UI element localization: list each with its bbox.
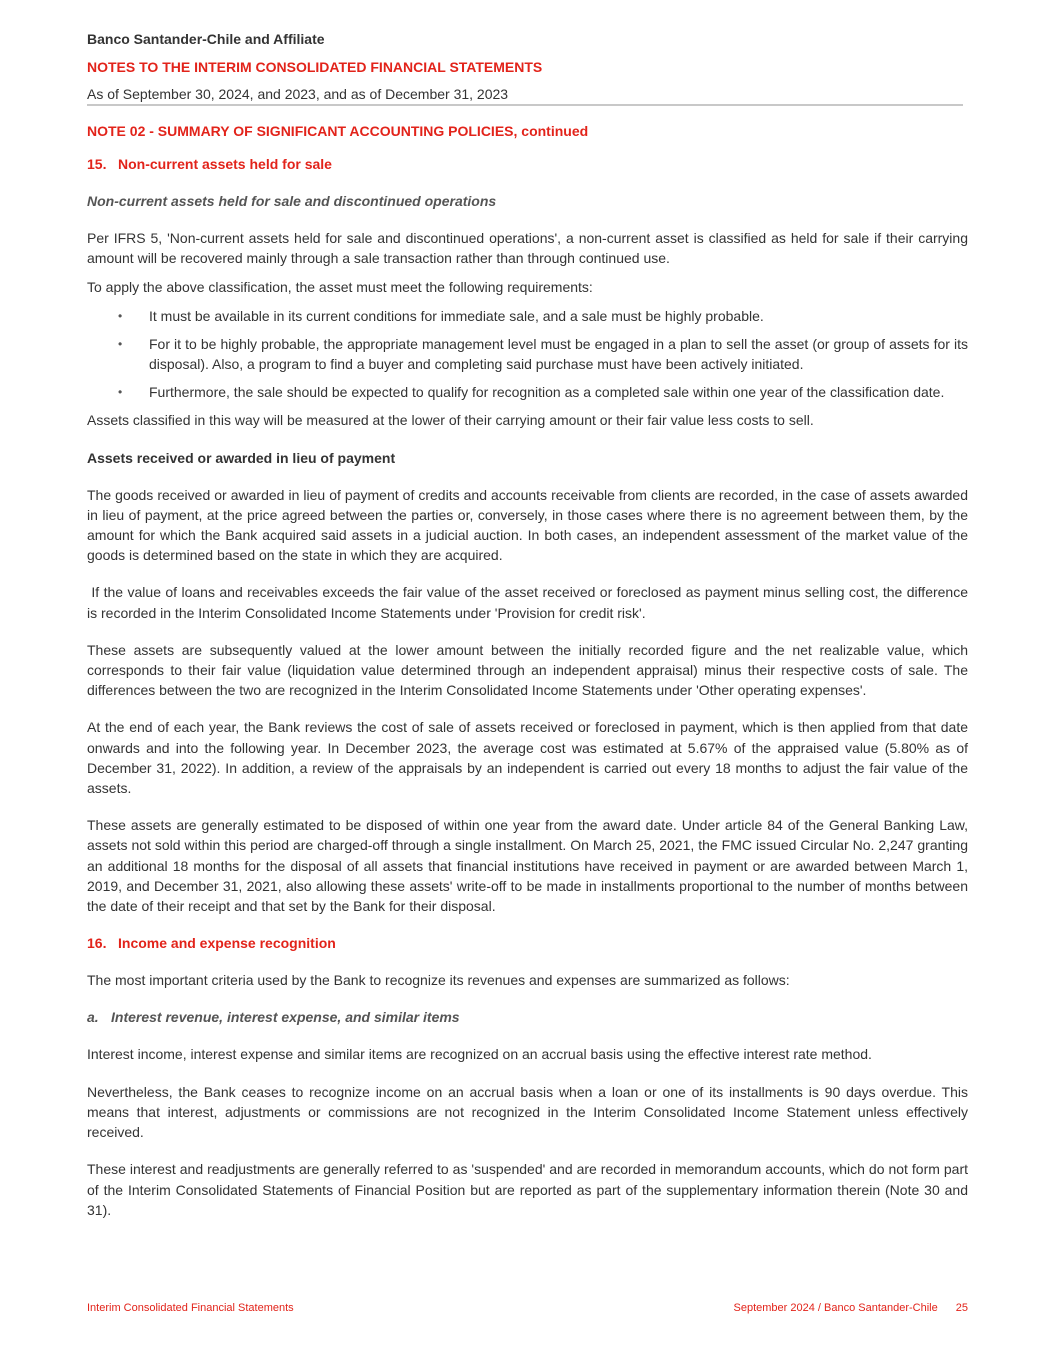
section-15-paragraph-4: The goods received or awarded in lieu of payment of credits and accounts receivable from clients are recorded, in the case of assets awarded in lieu of payment, at the price agreed between the parties or, conversely, in those cases where there is no agreement between them, by the amount for which the Bank acquired said assets in a judicial auction. In both cases, an independent assessment of the market value of the goods is determined based on the state in which they are acquired. <box>87 486 968 564</box>
section-15-paragraph-7: At the end of each year, the Bank reviews the cost of sale of assets received or foreclosed in payment, which is then applied from that date onwards and into the following year. In December 2023, the average cost was estimated at 5.67% of the appraised value (5.80% as of December 31, 2022). In addition, a review of the appraisals by an independent is carried out every 18 months to adjust the fair value of the assets. <box>87 719 968 797</box>
header-divider <box>87 104 963 106</box>
section-15-paragraph-5: If the value of loans and receivables exceeds the fair value of the asset received or foreclosed as payment minus selling cost, the difference is recorded in the Interim Consolidated Income Statements under 'Provision for credit risk'. <box>87 584 972 621</box>
bullet-icon: • <box>118 336 123 351</box>
list-item-text: It must be available in its current conditions for immediate sale, and a sale must be highly probable. <box>149 307 764 324</box>
section-16-paragraph-1: The most important criteria used by the Bank to recognize its revenues and expenses are summarized as follows: <box>87 972 790 989</box>
section-15-paragraph-2: To apply the above classification, the asset must meet the following requirements: <box>87 279 593 296</box>
page-number: 25 <box>955 1302 968 1314</box>
header-notes-title: NOTES TO THE INTERIM CONSOLIDATED FINANCIAL STATEMENTS <box>87 59 543 75</box>
requirements-list <box>87 306 968 403</box>
section-16-paragraph-2: Interest income, interest expense and similar items are recognized on an accrual basis using the effective interest rate method. <box>87 1046 872 1063</box>
section-15-paragraph-3: Assets classified in this way will be measured at the lower of their carrying amount or their fair value less costs to sell. <box>87 412 814 429</box>
list-item <box>87 306 968 326</box>
list-item <box>87 382 968 402</box>
section-16-paragraph-4: These interest and readjustments are generally referred to as 'suspended' and are recorded in memorandum accounts, which do not form part of the Interim Consolidated Statements of Financial Position but are reported as part of the supplementary information therein (Note 30 and 31). <box>87 1161 968 1218</box>
bullet-icon: • <box>118 308 123 323</box>
footer-right-text: September 2024 / Banco Santander-Chile <box>733 1302 938 1314</box>
content <box>87 121 972 1220</box>
list-item-text: Furthermore, the sale should be expected to qualify for recognition as a completed sale within one year of the classification date. <box>149 384 945 401</box>
sub-a-label: a. <box>87 1009 99 1026</box>
section-15-paragraph-1: Per IFRS 5, 'Non-current assets held for sale and discontinued operations', a non-current asset is classified as held for sale if their carrying amount will be recovered mainly through a sale transaction rather than through continued use. <box>87 230 968 267</box>
section-16-title <box>87 933 968 953</box>
section-15-number: 15. <box>87 156 107 172</box>
section-15-paragraph-6: These assets are subsequently valued at the lower amount between the initially recorded figure and the net realizable value, which corresponds to their fair value (liquidation value determined through an independent appraisal) minus their respective costs of sale. The differences between the two are recognized in the Interim Consolidated Income Statements under 'Other operating expenses'. <box>87 641 968 699</box>
section-16-title-text: Income and expense recognition <box>118 935 336 952</box>
header-company: Banco Santander-Chile and Affiliate <box>87 31 325 47</box>
footer-right <box>734 1302 969 1314</box>
footer-left: Interim Consolidated Financial Statements <box>87 1302 294 1314</box>
sub-a-title-text: Interest revenue, interest expense, and similar items <box>111 1009 460 1026</box>
section-15-paragraph-8: These assets are generally estimated to be disposed of within one year from the award date. Under article 84 of the General Banking Law, assets not sold within this period are charged-off through a single installment. On March 25, 2021, the FMC issued Circular No. 2,247 granting an additional 18 months for the disposal of all assets that financial institutions have received in payment or are awarded between March 1, 2019, and December 31, 2021, also allowing these assets' write-off to be made in installments proportional to the number of months between the date of their receipt and that set by the Bank for their disposal. <box>87 817 968 915</box>
header-date-line: As of September 30, 2024, and 2023, and as of December 31, 2023 <box>87 86 509 102</box>
section-16-paragraph-3: Nevertheless, the Bank ceases to recognize income on an accrual basis when a loan or one of its installments is 90 days overdue. This means that interest, adjustments or commissions are not recognized in the Interim Consolidated Income Statement unless effectively received. <box>87 1083 968 1141</box>
section-15-title <box>87 154 968 174</box>
list-item <box>87 334 968 374</box>
section-15-subhead-2: Assets received or awarded in lieu of payment <box>87 449 396 466</box>
section-16-number: 16. <box>87 935 107 952</box>
section-16-sub-a-title <box>87 1007 968 1027</box>
note-title: NOTE 02 - SUMMARY OF SIGNIFICANT ACCOUNTING POLICIES, continued <box>87 123 589 139</box>
section-15-subhead: Non-current assets held for sale and discontinued operations <box>87 193 497 209</box>
section-15-title-text: Non-current assets held for sale <box>118 156 332 172</box>
bullet-icon: • <box>118 385 123 400</box>
list-item-text: For it to be highly probable, the appropriate management level must be engaged in a plan to sell the asset (or group of assets for its disposal). Also, a program to find a buyer and completing said purchase must have been actively initiated. <box>149 335 968 373</box>
